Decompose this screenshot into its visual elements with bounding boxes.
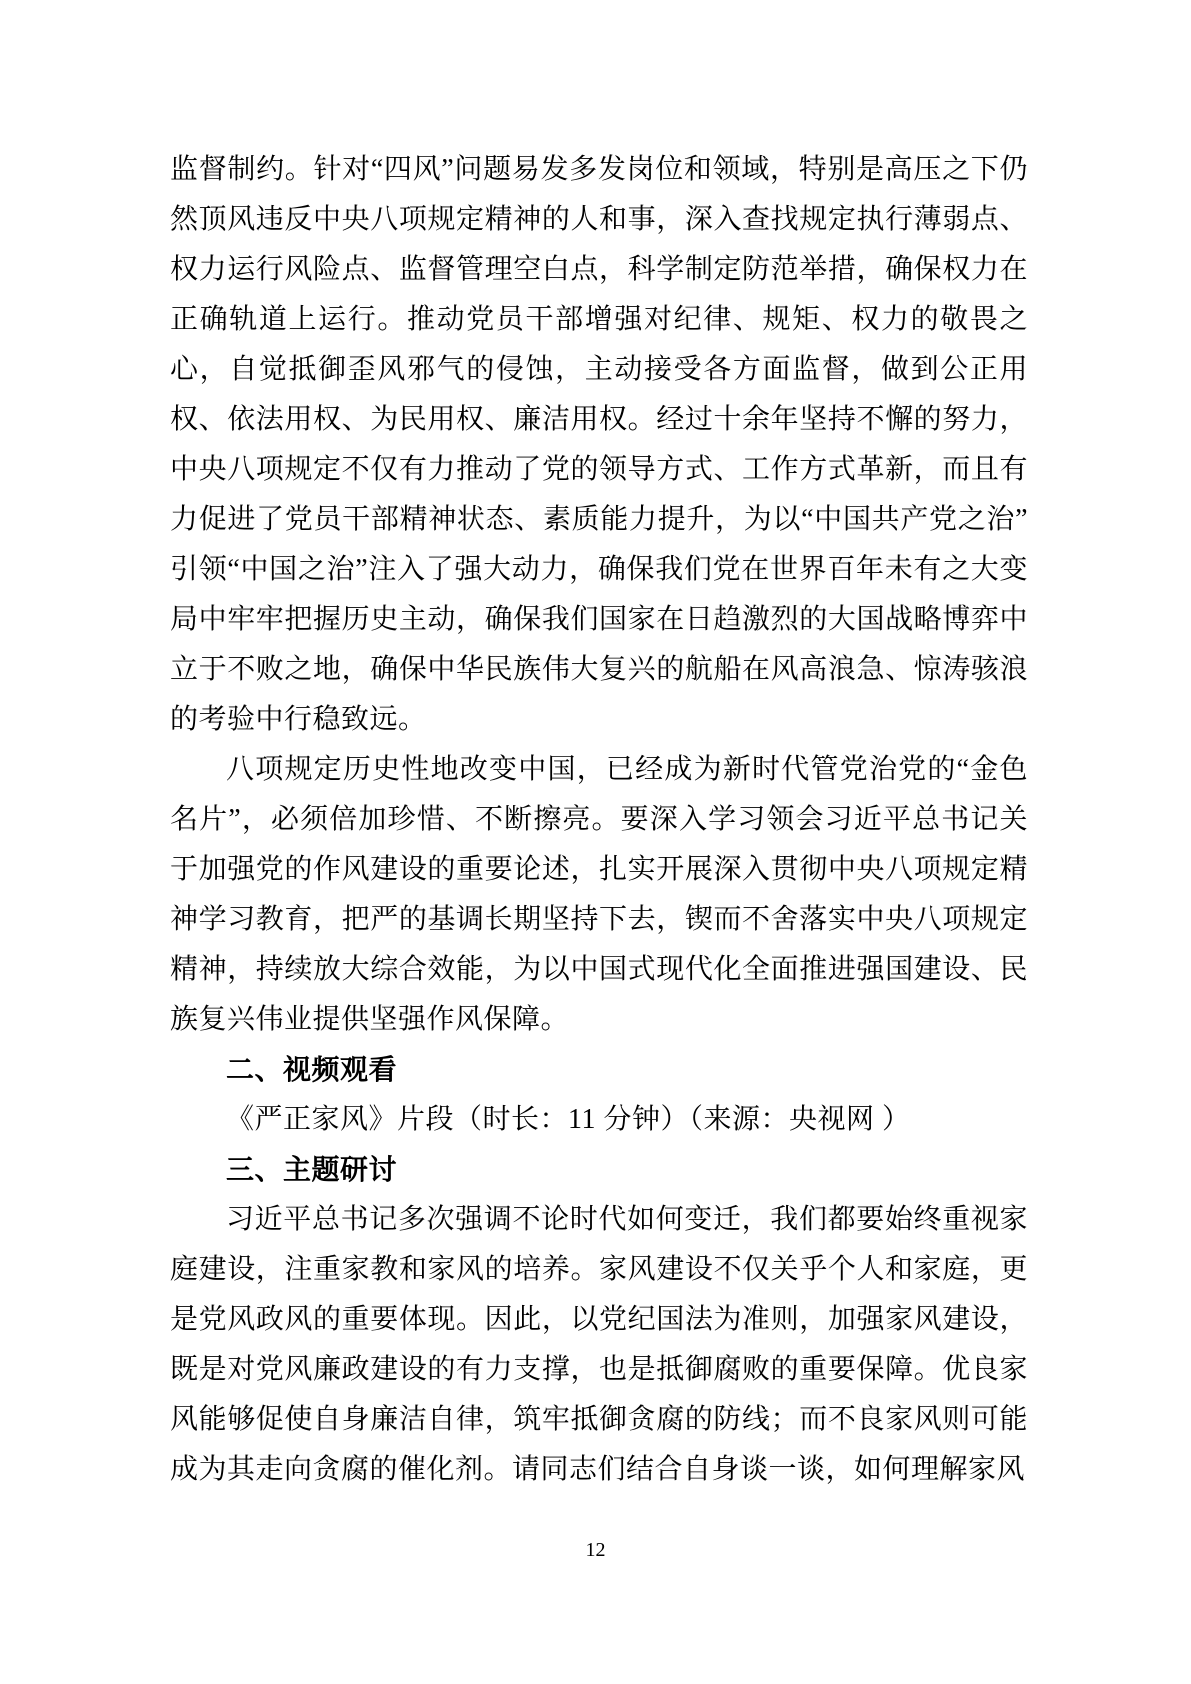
body-paragraph: 八项规定历史性地改变中国，已经成为新时代管党治党的“金色名片”，必须倍加珍惜、不断擦亮。要深入学习领会习近平总书记关于加强党的作风建设的重要论述，扎实开展深入贯彻中央八项规定精神学习教育，把严的基调长期坚持下去，锲而不舍落实中央八项规定精神，持续放大综合效能，为以中国式现代化全面推进强国建设、民族复兴伟业提供坚强作风保障。	[170, 754, 1028, 1035]
document-body	[170, 145, 1028, 1495]
section-heading-topic-discussion: 三、主题研讨	[226, 1154, 398, 1185]
body-paragraph: 习近平总书记多次强调不论时代如何变迁，我们都要始终重视家庭建设，注重家教和家风的培养。家风建设不仅关乎个人和家庭，更是党风政风的重要体现。因此，以党纪国法为准则，加强家风建设，既是对党风廉政建设的有力支撑，也是抵御腐败的重要保障。优良家风能够促使自身廉洁自律，筑牢抵御贪腐的防线；而不良家风则可能成为其走向贪腐的催化剂。请同志们结合自身谈一谈，如何理解家风	[170, 1204, 1028, 1485]
section-heading-video-watching: 二、视频观看	[226, 1054, 398, 1085]
body-paragraph-continuation: 监督制约。针对“四风”问题易发多发岗位和领域，特别是高压之下仍然顶风违反中央八项规定精神的人和事，深入查找规定执行薄弱点、权力运行风险点、监督管理空白点，科学制定防范举措，确保权力在正确轨道上运行。推动党员干部增强对纪律、规矩、权力的敬畏之心，自觉抵御歪风邪气的侵蚀，主动接受各方面监督，做到公正用权、依法用权、为民用权、廉洁用权。经过十余年坚持不懈的努力，中央八项规定不仅有力推动了党的领导方式、工作方式革新，而且有力促进了党员干部精神状态、素质能力提升，为以“中国共产党之治”引领“中国之治”注入了强大动力，确保我们党在世界百年未有之大变局中牢牢把握历史主动，确保我们国家在日趋激烈的大国战略博弈中立于不败之地，确保中华民族伟大复兴的航船在风高浪急、惊涛骇浪的考验中行稳致远。	[170, 154, 1028, 735]
video-clip-info-line: 《严正家风》片段（时长：11 分钟）（来源：央视网 ）	[226, 1104, 911, 1135]
page-footer	[0, 1538, 1191, 1562]
page-number: 12	[585, 1539, 606, 1561]
